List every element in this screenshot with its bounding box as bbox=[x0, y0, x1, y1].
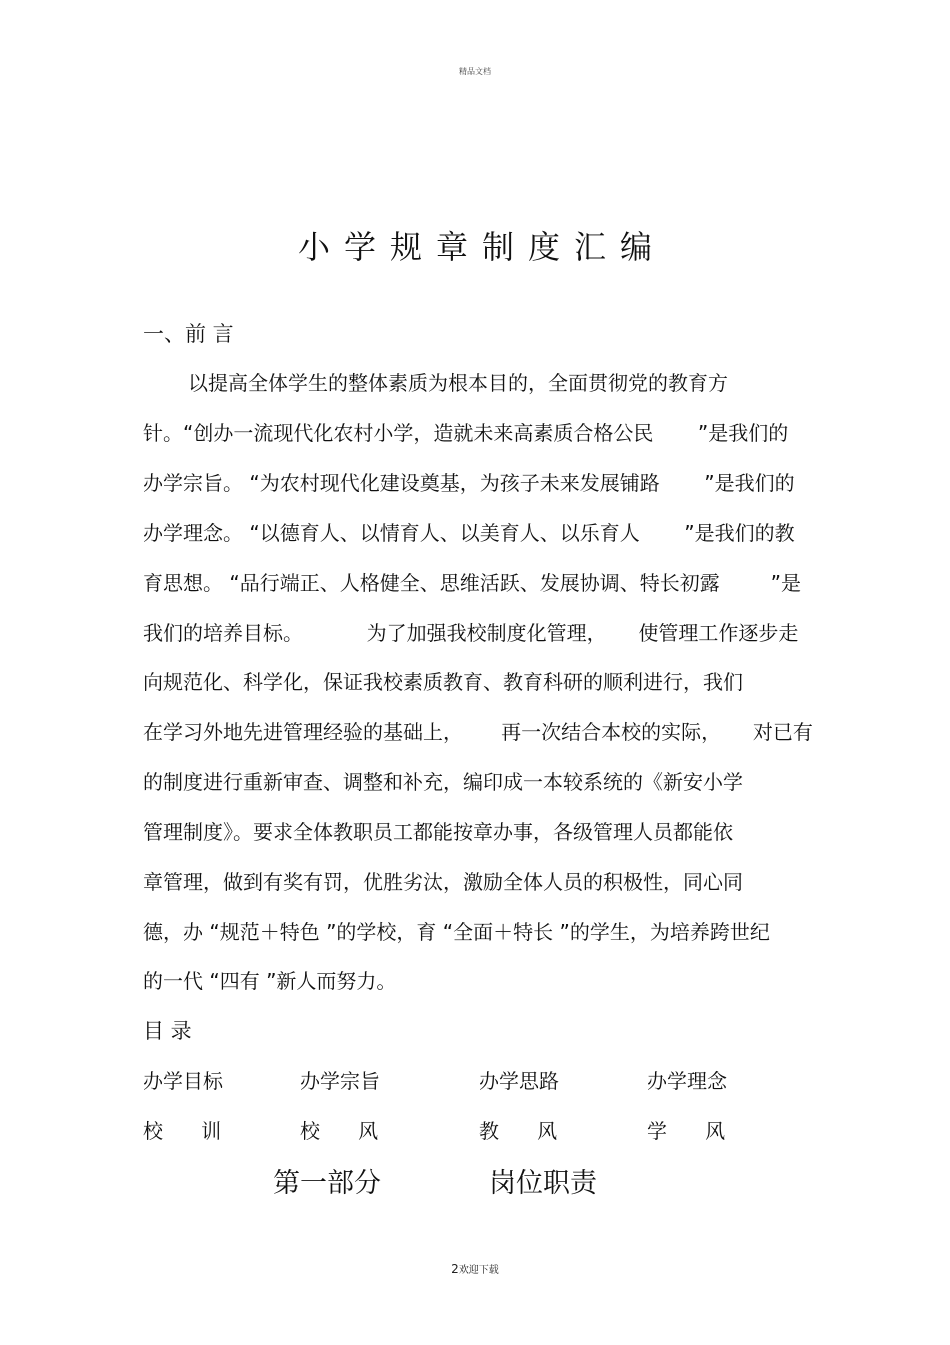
toc-item: 办学思路 bbox=[479, 1069, 559, 1093]
toc-item: 校 风 bbox=[300, 1119, 379, 1143]
toc-heading: 目 录 bbox=[143, 1019, 192, 1043]
preface-line-5: 育思想。 “品行端正、人格健全、思维活跃、发展协调、特长初露 ”是 bbox=[143, 571, 801, 595]
toc-item: 办学目标 bbox=[143, 1069, 223, 1093]
preface-line-13: 的一代 “四有 ”新人而努力。 bbox=[143, 969, 397, 993]
page-number: 2 bbox=[451, 1262, 459, 1276]
part-label: 第一部分 bbox=[273, 1168, 381, 1199]
preface-line-11: 章管理，做到有奖有罚，优胜劣汰，激励全体人员的积极性，同心同 bbox=[143, 870, 743, 894]
preface-line-12: 德，办 “规范＋特色 ”的学校，育 “全面＋特长 ”的学生，为培养跨世纪 bbox=[143, 920, 770, 944]
preface-line-3: 办学宗旨。 “为农村现代化建设奠基，为孩子未来发展铺路 ”是我们的 bbox=[143, 471, 795, 495]
preface-line-9: 的制度进行重新审查、调整和补充，编印成一本较系统的《新安小学 bbox=[143, 770, 743, 794]
preface-line-4: 办学理念。 “以德育人、以情育人、以美育人、以乐育人 ”是我们的教 bbox=[143, 521, 795, 545]
toc-item: 校 训 bbox=[143, 1119, 222, 1143]
preface-heading: 一、前 言 bbox=[143, 322, 234, 346]
toc-item: 教 风 bbox=[479, 1119, 558, 1143]
footer-text: 欢迎下载 bbox=[458, 1265, 499, 1276]
page-footer bbox=[0, 1261, 950, 1276]
document-title: 小学规章制度汇编 bbox=[297, 228, 666, 266]
preface-line-10: 管理制度》。要求全体教职员工都能按章办事，各级管理人员都能依 bbox=[143, 820, 733, 844]
part-title: 岗位职责 bbox=[489, 1168, 597, 1199]
toc-item: 办学宗旨 bbox=[300, 1069, 380, 1093]
preface-line-7: 向规范化、科学化，保证我校素质教育、教育科研的顺利进行，我们 bbox=[143, 670, 743, 694]
preface-line-6: 我们的培养目标。 为了加强我校制度化管理， 使管理工作逐步走 bbox=[143, 621, 799, 645]
preface-line-8: 在学习外地先进管理经验的基础上， 再一次结合本校的实际， 对已有 bbox=[143, 720, 813, 744]
preface-line-1: 以提高全体学生的整体素质为根本目的，全面贯彻党的教育方 bbox=[188, 371, 728, 395]
header-watermark: 精品文档 bbox=[459, 67, 491, 76]
toc-item: 学 风 bbox=[647, 1119, 726, 1143]
toc-item: 办学理念 bbox=[647, 1069, 727, 1093]
preface-line-2: 针。“创办一流现代化农村小学，造就未来高素质合格公民 ”是我们的 bbox=[143, 421, 789, 445]
